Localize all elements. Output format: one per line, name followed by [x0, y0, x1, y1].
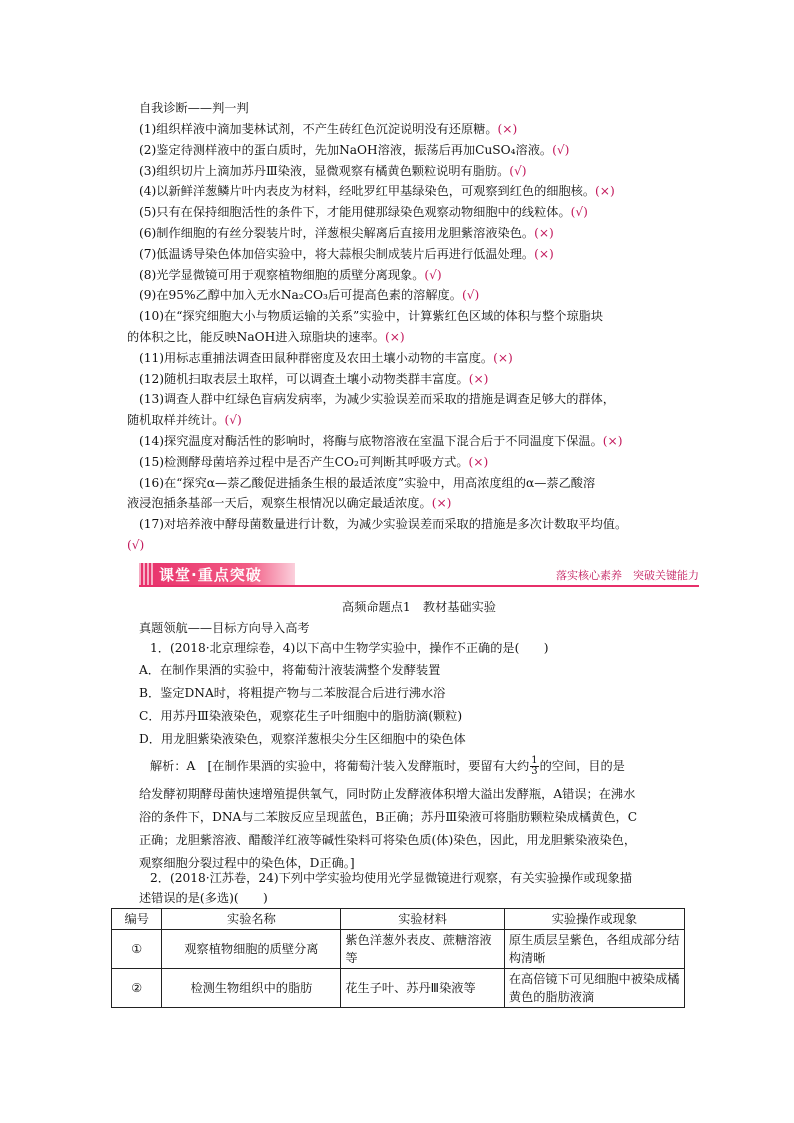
header-number: 编号: [112, 909, 162, 930]
self-check-item-cont: [127, 535, 144, 555]
self-check-item: [139, 119, 517, 139]
self-check-item: [139, 161, 527, 181]
judgement-mark: (×): [468, 454, 489, 469]
self-check-text-cont: 液浸泡插条基部一天后，观察生根情况以确定最适浓度。: [127, 496, 432, 511]
fraction-denominator: 3: [531, 766, 538, 777]
header-operation: 实验操作或现象: [504, 909, 684, 930]
table-cell: 紫色洋葱外表皮、蔗糖溶液等: [341, 930, 504, 969]
self-check-text-cont: 的体积之比，能反映NaOH进入琼脂块的速率。: [127, 330, 385, 344]
banner-title: 课堂·重点突破: [159, 566, 262, 584]
table-cell: 原生质层呈紫色，各组成部分结构清晰: [504, 930, 684, 969]
self-check-item: [139, 265, 442, 285]
table-row: [112, 969, 685, 1008]
experiment-table: [111, 908, 685, 1008]
q1-analysis-line2: 给发酵初期酵母菌快速增殖提供氧气，同时防止发酵液体积增大溢出发酵瓶，A错误；在沸水: [139, 787, 636, 801]
q1-analysis-line3: 浴的条件下，DNA与二苯胺反应呈现蓝色，B正确；苏丹Ⅲ染液可将脂肪颗粒染成橘黄色，C: [139, 810, 638, 824]
self-check-item: [139, 140, 569, 160]
table-cell: 花生子叶、苏丹Ⅲ染液等: [341, 969, 504, 1008]
banner-rule: [139, 585, 699, 587]
judgement-mark: (√): [127, 538, 145, 552]
self-check-text: (11)用标志重捕法调查田鼠种群密度及农田土壤小动物的丰富度。: [139, 350, 494, 365]
table-cell: 在高倍镜下可见细胞中被染成橘黄色的脂肪液滴: [504, 969, 684, 1008]
q1-option-c: C．用苏丹Ⅲ染液染色，观察花生子叶细胞中的脂肪滴(颗粒): [139, 709, 463, 723]
judgement-mark: (×): [384, 330, 405, 344]
self-check-item: [139, 181, 615, 201]
fraction-one-third: [530, 756, 538, 777]
q1-analysis-b: 的空间，目的是: [539, 759, 625, 773]
table-cell: 观察植物细胞的质壁分离: [162, 930, 341, 969]
self-check-item-cont: [127, 327, 405, 347]
q1-analysis-a: 解析：A [在制作果酒的实验中，将葡萄汁装入发酵瓶时，要留有大约: [150, 759, 530, 773]
table-cell: ①: [112, 930, 162, 969]
q1-option-a: A．在制作果酒的实验中，将葡萄汁液装满整个发酵装置: [139, 663, 441, 677]
self-check-text: (2)鉴定待测样液中的蛋白质时，先加NaOH溶液，振荡后再加CuSO₄溶液。: [139, 142, 553, 157]
self-check-item: [139, 431, 623, 451]
self-check-text-cont: 随机取样并统计。: [127, 413, 225, 428]
judgement-mark: (×): [493, 350, 513, 365]
self-check-text: (10)在“探究细胞大小与物质运输的关系”实验中，计算紫红色区域的体积与整个琼脂块: [139, 309, 604, 324]
q1-option-d: D．用龙胆紫染液染色，观察洋葱根尖分生区细胞中的染色体: [139, 732, 466, 746]
self-check-item: [139, 202, 588, 222]
table-cell: 检测生物组织中的脂肪: [162, 969, 341, 1008]
judgement-mark: (×): [431, 496, 452, 511]
judgement-mark: (√): [461, 288, 480, 303]
header-material: 实验材料: [341, 909, 504, 930]
self-check-text: (13)调查人群中红绿色盲病发病率，为减少实验误差而采取的措施是调查足够大的群体，: [139, 392, 615, 407]
self-check-text: (12)随机扫取表层土取样，可以调查土壤小动物类群丰富度。: [139, 371, 469, 386]
self-check-item: [139, 389, 615, 409]
self-check-text: (16)在“探究α—萘乙酸促进插条生根的最适浓度”实验中，用高浓度组的α—萘乙酸溶: [139, 475, 596, 490]
table-header-row: [112, 909, 685, 930]
q1-analysis-line5: 观察细胞分裂过程中的染色体，D正确。]: [139, 856, 355, 870]
self-check-text: (5)只有在保持细胞活性的条件下，才能用健那绿染色观察动物细胞中的线粒体。: [139, 205, 571, 220]
self-check-item: [139, 285, 479, 305]
self-check-text: (3)组织切片上滴加苏丹Ⅲ染液，显微观察有橘黄色颗粒说明有脂肪。: [139, 163, 510, 178]
fraction-numerator: 1: [531, 755, 538, 766]
judgement-mark: (×): [602, 434, 623, 448]
judgement-mark: (√): [509, 163, 527, 178]
section-banner: [139, 563, 699, 587]
judgement-mark: (√): [224, 413, 242, 428]
judgement-mark: (√): [552, 142, 570, 157]
self-check-text: (8)光学显微镜可用于观察植物细胞的质壁分离现象。: [139, 267, 425, 282]
self-check-item: [139, 244, 554, 264]
self-check-item: [139, 514, 627, 534]
q1-stem: 1．(2018·北京理综卷，4)以下高中生物学实验中，操作不正确的是( ): [150, 641, 549, 655]
self-check-item: [139, 223, 554, 243]
self-check-text: (1)组织样液中滴加斐林试剂，不产生砖红色沉淀说明没有还原糖。: [139, 122, 498, 136]
judgement-mark: (×): [534, 226, 554, 240]
self-check-item: [139, 473, 595, 493]
self-check-item: [139, 348, 513, 368]
self-check-item: [139, 369, 488, 389]
header-experiment-name: 实验名称: [162, 909, 341, 930]
banner-stripes: [139, 563, 155, 585]
q1-analysis-line4: 正确；龙胆紫溶液、醋酸洋红液等碱性染料可将染色质(体)染色，因此，用龙胆紫染液染色，: [139, 833, 637, 847]
judgement-mark: (×): [497, 122, 518, 136]
self-check-text: (4)以新鲜洋葱鳞片叶内表皮为材料，经吡罗红甲基绿染色，可观察到红色的细胞核。: [139, 184, 596, 199]
self-check-text: (17)对培养液中酵母菌数量进行计数，为减少实验误差而采取的措施是多次计数取平均值。: [139, 517, 628, 532]
self-check-text: (6)制作细胞的有丝分裂装片时，洋葱根尖解离后直接用龙胆紫溶液染色。: [139, 226, 535, 240]
q2-stem: 2．(2018·江苏卷，24)下列中学实验均使用光学显微镜进行观察，有关实验操作或现象描: [150, 871, 633, 885]
q1-option-b: B．鉴定DNA时，将粗提产物与二苯胺混合后进行沸水浴: [139, 686, 446, 700]
table-cell: ②: [112, 969, 162, 1008]
self-check-item: [139, 306, 603, 326]
judgement-mark: (×): [468, 371, 489, 386]
self-check-item: [139, 452, 488, 472]
table-row: [112, 930, 685, 969]
section-title: 高频命题点1 教材基础实验: [341, 600, 496, 614]
q2-stem-cont: 述错误的是(多选)( ): [139, 891, 268, 905]
self-check-title: 自我诊断——判一判: [139, 101, 249, 115]
self-check-item-cont: [127, 410, 242, 430]
judgement-mark: (√): [424, 267, 442, 282]
banner-subtitle: 落实核心素养 突破关键能力: [556, 569, 699, 582]
q1-analysis-line1: [150, 756, 625, 777]
self-check-item-cont: [127, 493, 451, 513]
judgement-mark: (×): [595, 184, 615, 199]
section-lead: 真题领航——目标方向导入高考: [139, 621, 310, 635]
self-check-text: (15)检测酵母菌培养过程中是否产生CO₂可判断其呼吸方式。: [139, 454, 469, 469]
self-check-text: (9)在95%乙醇中加入无水Na₂CO₃后可提高色素的溶解度。: [139, 288, 462, 303]
judgement-mark: (√): [570, 205, 588, 220]
judgement-mark: (×): [534, 246, 554, 261]
self-check-text: (14)探究温度对酶活性的影响时，将酶与底物溶液在室温下混合后于不同温度下保温。: [139, 434, 603, 448]
self-check-text: (7)低温诱导染色体加倍实验中，将大蒜根尖制成装片后再进行低温处理。: [139, 246, 535, 261]
